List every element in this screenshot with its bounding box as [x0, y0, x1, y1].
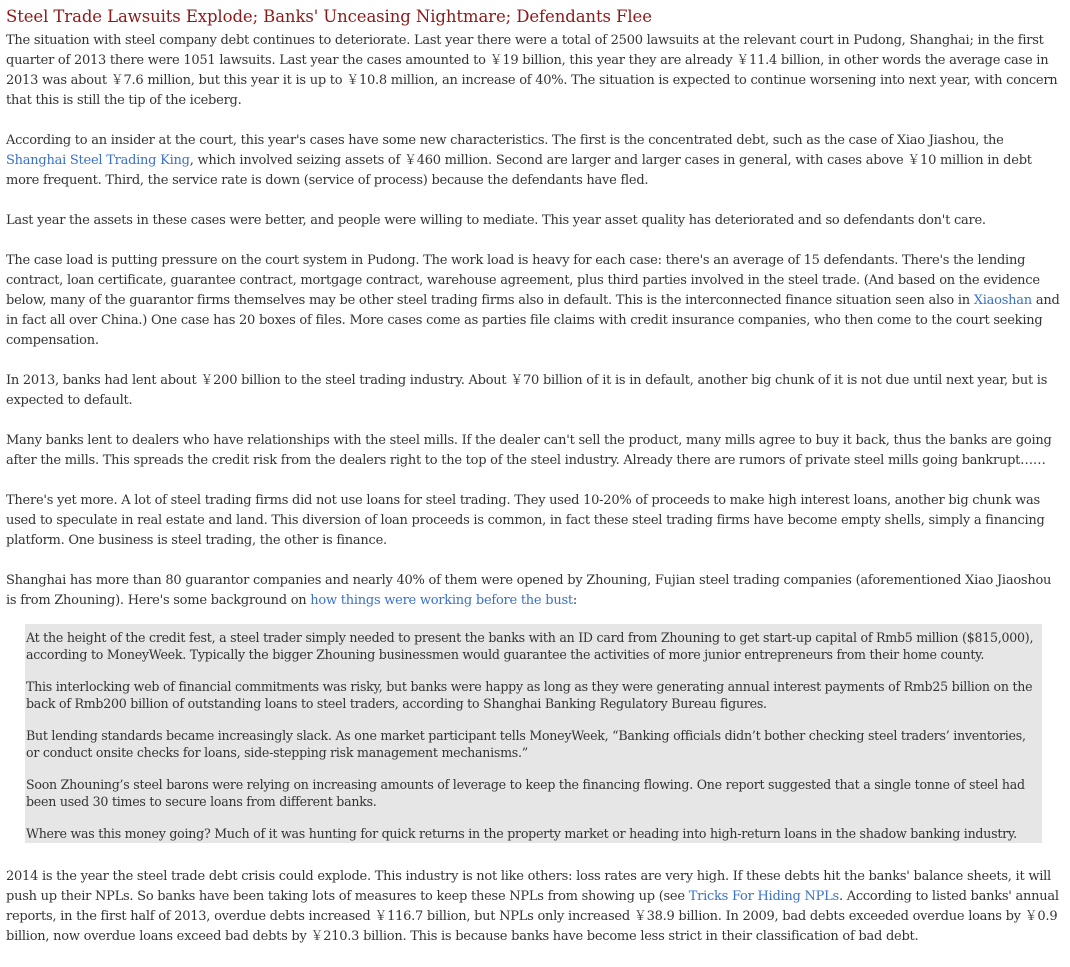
link-xiaoshan[interactable]: Xiaoshan [973, 293, 1032, 308]
paragraph-text: : [572, 593, 577, 608]
paragraph-text: . According to listed banks' annual reports, in the first half of 2013, overdue debts increased ￥116.7 billion, but NPLs only increased ￥38.9 billion. In 2009, bad debts exceeded overdue loans by ￥0.9 billion, now overdue loans exceed bad debts by ￥210.3 billion. This is because banks have become less strict in their classification of bad debt. [6, 889, 1059, 944]
link-tricks-for-hiding-npls[interactable]: Tricks For Hiding NPLs [688, 889, 839, 904]
link-shanghai-steel-trading-king[interactable]: Shanghai Steel Trading King [6, 153, 190, 168]
paragraph-guarantor-companies [6, 571, 1064, 611]
paragraph-text: The case load is putting pressure on the court system in Pudong. The work load is heavy for each case: there's an average of 15 defendants. There's the lending contract, loan certificate, guarantee contract, mortgage contract, warehouse agreement, plus third parties involved in the steel trade. (And based on the evidence below, many of the guarantor firms themselves may be other steel trading firms also in default. This is the interconnected finance situation seen also in [6, 253, 1040, 308]
paragraph-2014-crisis [6, 867, 1064, 947]
quote-paragraph: Soon Zhouning’s steel barons were relying on increasing amounts of leverage to keep the financing flowing. One report suggested that a single tonne of steel had been used 30 times to secure loans from different banks. [26, 777, 1025, 809]
paragraph-text: Shanghai has more than 80 guarantor companies and nearly 40% of them were opened by Zhouning, Fujian steel trading companies (aforementioned Xiao Jiaoshou is from Zhouning). Here's some background on [6, 573, 1052, 608]
paragraph-text: , which involved seizing assets of ￥460 million. Second are larger and larger cases in general, with cases above ￥10 million in debt more frequent. Third, the service rate is down (service of process) because the defendants have fled. [6, 153, 1032, 188]
paragraph-bank-lending: In 2013, banks had lent about ￥200 billion to the steel trading industry. About ￥70 billion of it is in default, another big chunk of it is not due until next year, but is expected to default. [6, 373, 1048, 408]
quote-paragraph: At the height of the credit fest, a steel trader simply needed to present the banks with an ID card from Zhouning to get start-up capital of Rmb5 million ($815,000), according to MoneyWeek. Typically the bigger Zhouning businessmen would guarantee the activities of more junior entrepreneurs from their home county. [26, 630, 1034, 662]
paragraph-court-insider [6, 131, 1064, 191]
paragraph-steel-mills: Many banks lent to dealers who have relationships with the steel mills. If the dealer can't sell the product, many mills agree to buy it back, thus the banks are going after the mills. This spreads the credit risk from the dealers right to the top of the steel industry. Already there are rumors of private steel mills going bankrupt…… [6, 433, 1052, 468]
quote-paragraph: But lending standards became increasingly slack. As one market participant tells MoneyWeek, “Banking officials didn’t bother checking steel traders’ inventories, or conduct onsite checks for loans, side-stepping risk management mechanisms.” [26, 728, 1026, 760]
paragraph-text: and in fact all over China.) One case has 20 boxes of files. More cases come as parties file claims with credit insurance companies, who then come to the court seeking compensation. [6, 293, 1060, 348]
paragraph-case-load [6, 251, 1064, 351]
article [6, 0, 1064, 967]
paragraph-text: 2014 is the year the steel trade debt crisis could explode. This industry is not like others: loss rates are very high. If these debts hit the banks' balance sheets, it will push up their NPLs. So banks have been taking lots of measures to keep these NPLs from showing up (see [6, 869, 1051, 904]
link-how-things-were-working[interactable]: how things were working before the bust [310, 593, 573, 608]
article-title: Steel Trade Lawsuits Explode; Banks' Unceasing Nightmare; Defendants Flee [6, 7, 652, 26]
quote-paragraph: This interlocking web of financial commitments was risky, but banks were happy as long as they were generating annual interest payments of Rmb25 billion on the back of Rmb200 billion of outstanding loans to steel traders, according to Shanghai Banking Regulatory Bureau figures. [26, 679, 1033, 711]
paragraph-asset-quality: Last year the assets in these cases were better, and people were willing to mediate. This year asset quality has deteriorated and so defendants don't care. [6, 213, 986, 228]
paragraph-lawsuit-stats: The situation with steel company debt continues to deteriorate. Last year there were a total of 2500 lawsuits at the relevant court in Pudong, Shanghai; in the first quarter of 2013 there were 1051 lawsuits. Last year the cases amounted to ￥19 billion, this year they are already ￥11.4 billion, in other words the average case in 2013 was about ￥7.6 million, but this year it is up to ￥10.8 million, an increase of 40%. The situation is expected to continue worsening into next year, with concern that this is still the tip of the iceberg. [6, 33, 1058, 108]
paragraph-text: According to an insider at the court, this year's cases have some new characteristics. The first is the concentrated debt, such as the case of Xiao Jiashou, the [6, 133, 1004, 148]
paragraph-loan-diversion: There's yet more. A lot of steel trading firms did not use loans for steel trading. They used 10-20% of proceeds to make high interest loans, another big chunk was used to speculate in real estate and land. This diversion of loan proceeds is common, in fact these steel trading firms have become empty shells, simply a financing platform. One business is steel trading, the other is finance. [6, 493, 1045, 548]
quote-paragraph: Where was this money going? Much of it was hunting for quick returns in the property market or heading into high-return loans in the shadow banking industry. [26, 826, 1017, 841]
blockquote [25, 624, 1042, 843]
